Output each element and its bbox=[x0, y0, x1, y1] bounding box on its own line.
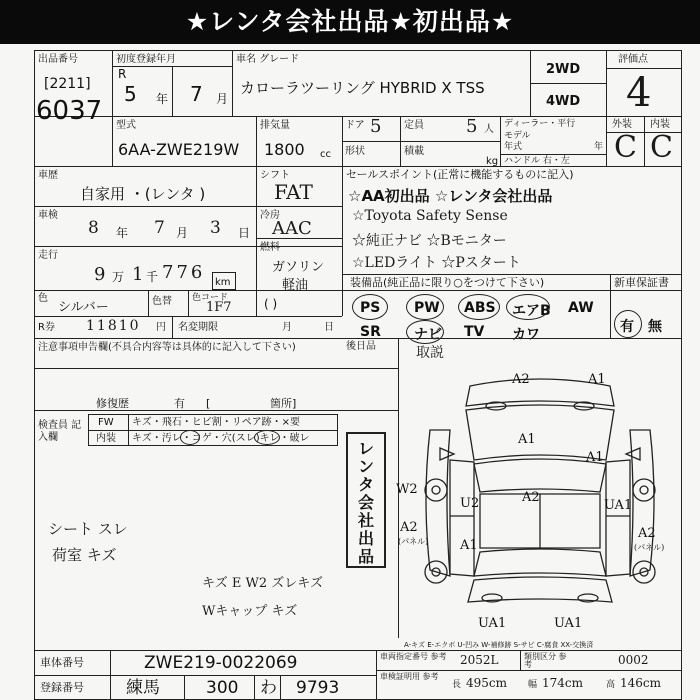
damage-a2-roof: A2 bbox=[522, 490, 540, 505]
equip-leather: カワ bbox=[512, 327, 540, 343]
plate-number: 9793 bbox=[296, 678, 340, 698]
equip-sr: SR bbox=[360, 324, 381, 340]
load-label: 積載 bbox=[404, 146, 424, 157]
displacement-value: 1800 bbox=[264, 140, 305, 159]
interior-label: 内装 bbox=[650, 119, 670, 130]
shape-label: 形状 bbox=[345, 146, 365, 157]
inspector-label: 検査員 記入欄 bbox=[38, 420, 82, 443]
first-reg-year: 5 bbox=[124, 82, 137, 106]
repair-bracket-open: [ bbox=[206, 397, 211, 410]
plate-region: 練馬 bbox=[126, 678, 160, 698]
damage-a1-hood-left: A1 bbox=[518, 432, 536, 447]
recycle-unit: 円 bbox=[156, 322, 166, 333]
sales-point-label: セールスポイント(正常に機能するものに記入) bbox=[346, 168, 574, 181]
car-name: カローラツーリング HYBRID X TSS bbox=[240, 79, 485, 97]
ac-label: 冷房 bbox=[260, 210, 280, 221]
doors-label: ドア bbox=[345, 120, 365, 131]
equipment-label: 装備品(純正品に限り○をつけて下さい) bbox=[350, 276, 545, 289]
interior-grade: C bbox=[650, 130, 673, 165]
equip-pw: PW bbox=[414, 300, 440, 316]
shift-label: シフト bbox=[260, 170, 290, 181]
lot-number: 6037 bbox=[36, 96, 103, 126]
auction-sheet bbox=[34, 50, 682, 700]
color-change-label: 色替 bbox=[152, 296, 172, 307]
spec-value-2: 0002 bbox=[618, 653, 649, 667]
history-value: 自家用 ・(レンタ ) bbox=[80, 185, 206, 203]
spec-height-prefix: 高 bbox=[606, 680, 616, 690]
damage-a2-right-rear: A2 bbox=[638, 526, 656, 541]
first-reg-era: R bbox=[118, 67, 127, 81]
inspector-interior-text: キズ・汚レ・コゲ・穴(スレ)キレ・破レ bbox=[132, 433, 310, 444]
displacement-unit: cc bbox=[320, 149, 331, 160]
model-year-unit: 年 bbox=[594, 142, 604, 152]
lot-code: [2211] bbox=[44, 76, 91, 92]
handnote-dents: キズ E W2 ズレキズ bbox=[202, 576, 323, 591]
shift-value: FAT bbox=[274, 180, 313, 204]
deadline-label: 名変期限 bbox=[178, 322, 218, 333]
mileage-unit: km bbox=[215, 277, 231, 288]
sales-point-line4: ☆LEDライト ☆Pスタート bbox=[352, 255, 521, 271]
drive-2wd: 2WD bbox=[546, 62, 581, 77]
fuel-gasoline: ガソリン bbox=[272, 260, 325, 275]
first-reg-month: 7 bbox=[190, 82, 203, 106]
sales-point-line3: ☆純正ナビ ☆Bモニター bbox=[352, 233, 507, 249]
damage-a1-front-right: A1 bbox=[588, 372, 606, 387]
history-label: 車歴 bbox=[38, 170, 58, 181]
load-unit: kg bbox=[486, 156, 499, 167]
equip-pw-circle bbox=[406, 294, 444, 320]
capacity-unit: 人 bbox=[484, 124, 494, 135]
mileage-sen-unit: 千 bbox=[146, 270, 159, 284]
handnote-seat: シート スレ bbox=[48, 520, 128, 538]
spec-label-3: 車検証明用 参考 bbox=[380, 672, 439, 681]
damage-a2-front-left: A2 bbox=[512, 372, 530, 387]
ac-value: AAC bbox=[272, 218, 312, 239]
handnote-wheel-cap: Wキャップ キズ bbox=[202, 604, 298, 619]
recycle-label: R券 bbox=[38, 322, 55, 333]
exterior-label: 外装 bbox=[612, 119, 632, 130]
spec-height: 146cm bbox=[620, 676, 662, 690]
capacity-label: 定員 bbox=[404, 120, 424, 131]
model-value: 6AA-ZWE219W bbox=[118, 140, 240, 159]
equip-navi-circle bbox=[406, 320, 444, 344]
interior-stain-circle bbox=[180, 430, 200, 445]
repair-yes: 有 bbox=[174, 397, 185, 410]
score-label: 評価点 bbox=[618, 54, 648, 65]
equip-airbag: エアB bbox=[512, 303, 551, 319]
afterparts-value: 取説 bbox=[416, 345, 444, 361]
spec-width: 174cm bbox=[542, 676, 584, 690]
equip-abs-circle bbox=[458, 294, 500, 320]
spec-label-2: 類別区分 参考 bbox=[524, 652, 567, 669]
model-label: 型式 bbox=[116, 120, 136, 131]
damage-ua1-rear-left: UA1 bbox=[478, 616, 507, 631]
model-year-label: モデル 年式 bbox=[504, 131, 531, 152]
spec-length-prefix: 長 bbox=[452, 680, 462, 690]
deadline-day-unit: 日 bbox=[324, 322, 334, 333]
sales-point-line2: ☆Toyota Safety Sense bbox=[352, 208, 508, 224]
inspection-month: 7 bbox=[154, 218, 165, 238]
inspection-label: 車検 bbox=[38, 210, 58, 221]
spec-length: 495cm bbox=[466, 676, 508, 690]
mileage-sen: 1 bbox=[132, 264, 144, 285]
spec-label-1: 車両指定番号 参考 bbox=[380, 652, 447, 661]
notes-label: 注意事項申告欄(不具合内容等は具体的に記入して下さい) bbox=[38, 342, 296, 353]
warranty-no: 無 bbox=[648, 319, 662, 335]
warranty-yes-circle bbox=[614, 310, 642, 338]
inspection-year: 8 bbox=[88, 218, 99, 238]
lot-label: 出品番号 bbox=[38, 54, 78, 65]
inspector-interior-label: 内装 bbox=[96, 433, 116, 444]
damage-u2-left-door: U2 bbox=[460, 496, 480, 511]
spec-value-1: 2052L bbox=[460, 653, 499, 667]
damage-panel-left: (パネル) bbox=[398, 537, 429, 546]
inspector-fw-text: キズ・飛石・ヒビ割・リペア跡・×要 bbox=[132, 417, 300, 428]
chassis-label: 車体番号 bbox=[40, 656, 84, 669]
afterparts-label: 後日品 bbox=[346, 341, 376, 352]
inspection-month-unit: 月 bbox=[176, 226, 189, 240]
doors-value: 5 bbox=[370, 116, 382, 137]
dealer-label: ディーラー・平行 bbox=[504, 119, 576, 129]
plate-kana: わ bbox=[260, 678, 277, 698]
deadline-month-unit: 月 bbox=[282, 322, 292, 333]
warranty-label: 新車保証書 bbox=[614, 276, 669, 289]
color-label: 色 bbox=[38, 293, 48, 304]
handle-label: ハンドル 右・左 bbox=[504, 156, 570, 166]
capacity-value: 5 bbox=[466, 116, 478, 137]
equip-abs: ABS bbox=[464, 300, 496, 316]
interior-wear-circle bbox=[254, 430, 280, 445]
chassis-value: ZWE219-0022069 bbox=[144, 653, 298, 673]
drive-4wd: 4WD bbox=[546, 94, 581, 109]
damage-panel-right: (パネル) bbox=[634, 543, 665, 552]
inspection-year-unit: 年 bbox=[116, 226, 129, 240]
rental-stamp-text: レンタ会社出品 bbox=[357, 439, 374, 566]
fuel-paren: ( ) bbox=[264, 297, 278, 311]
first-reg-label: 初度登録年月 bbox=[116, 54, 176, 65]
inspection-day-unit: 日 bbox=[238, 226, 251, 240]
header-banner: ★レンタ会社出品★初出品★ bbox=[0, 0, 700, 44]
first-reg-month-unit: 月 bbox=[216, 92, 229, 106]
damage-legend: A-キズ E-エクボ U-凹み W-補修跡 S-サビ C-腐食 XX-交換済 bbox=[404, 641, 594, 649]
equip-aw: AW bbox=[568, 300, 594, 316]
equip-ps-circle bbox=[352, 294, 388, 320]
equip-tv: TV bbox=[464, 324, 485, 340]
inspector-fw-label: FW bbox=[98, 417, 114, 428]
mileage-man: 9 bbox=[94, 264, 106, 285]
mileage-label: 走行 bbox=[38, 250, 58, 261]
exterior-grade: C bbox=[614, 130, 637, 165]
plate-class: 300 bbox=[206, 678, 239, 698]
car-damage-diagram bbox=[400, 370, 680, 632]
inspection-day: 3 bbox=[210, 218, 221, 238]
equip-navi: ナビ bbox=[414, 327, 442, 343]
damage-a1-rear-left: A1 bbox=[460, 538, 478, 553]
spec-width-prefix: 幅 bbox=[528, 680, 538, 690]
damage-a2-left-rear: A2 bbox=[400, 520, 418, 535]
car-label: 車名 グレード bbox=[236, 54, 300, 65]
displacement-label: 排気量 bbox=[260, 120, 290, 131]
damage-w2-left: W2 bbox=[396, 482, 418, 497]
color-code: 1F7 bbox=[206, 300, 232, 315]
repair-bracket-close: 箇所] bbox=[270, 397, 297, 410]
damage-ua1-right-door: UA1 bbox=[604, 498, 633, 513]
color-code-label: 色コード bbox=[192, 293, 229, 303]
warranty-yes: 有 bbox=[620, 319, 634, 335]
sales-point-line1: ☆AA初出品 ☆レンタ会社出品 bbox=[348, 187, 553, 205]
color-value: シルバー bbox=[58, 300, 109, 315]
equip-ps: PS bbox=[360, 300, 381, 316]
mileage-man-unit: 万 bbox=[112, 270, 125, 284]
recycle-value: 11810 bbox=[86, 318, 141, 334]
repair-label: 修復歴 bbox=[96, 397, 129, 410]
score-value: 4 bbox=[626, 70, 652, 116]
plate-label: 登録番号 bbox=[40, 681, 84, 694]
handnote-cargo: 荷室 キズ bbox=[52, 546, 117, 564]
fuel-diesel: 軽油 bbox=[282, 278, 309, 293]
mileage-rest: 776 bbox=[162, 262, 206, 283]
equip-airbag-circle bbox=[506, 294, 550, 320]
fuel-label: 燃料 bbox=[260, 242, 280, 253]
damage-ua1-rear-right: UA1 bbox=[554, 616, 583, 631]
damage-a1-front-right-fender: A1 bbox=[586, 450, 604, 465]
first-reg-year-unit: 年 bbox=[156, 92, 169, 106]
